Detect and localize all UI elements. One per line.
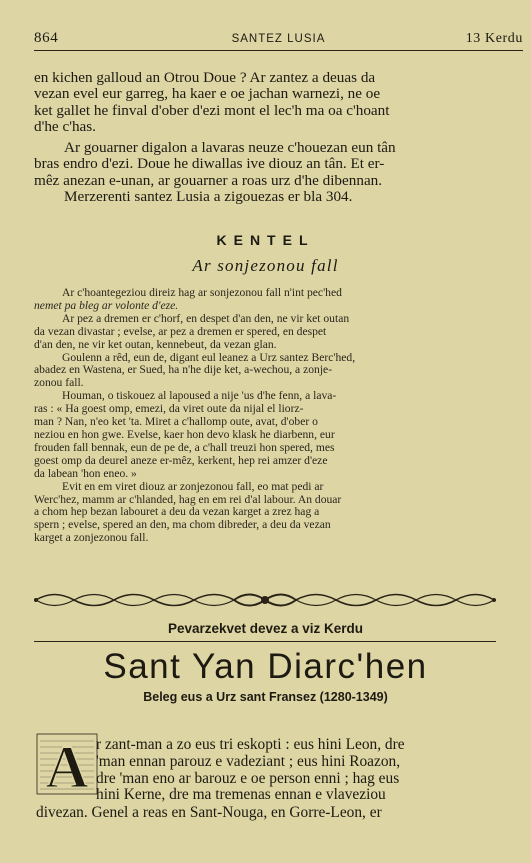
text-line: r zant-man a zo eus tri eskopti : eus hini Leon, dre xyxy=(96,737,405,753)
text-line: zonou fall. xyxy=(34,377,84,390)
text-line: Merzerenti santez Lusia a zigouezas er bla 304. xyxy=(64,189,353,206)
text-line: man ? Nan, n'eo ket 'ta. Miret a c'hallomp oute, avat, d'ober o xyxy=(34,416,318,429)
text-line: 'man ennan parouz e vadeziant ; eus hini Roazon, xyxy=(96,753,401,770)
text-line: abadez en Wastena, er Sued, ha n'he dije ket, a-wechou, a zonje- xyxy=(34,364,333,377)
text-line: karget a zonjezonou fall. xyxy=(34,532,149,545)
kentel-heading: KENTEL xyxy=(216,232,315,248)
kentel-body xyxy=(34,287,496,545)
text-line: divezan. Genel a reas en Sant-Nouga, en Gorre-Leon, er xyxy=(36,805,382,821)
saint-title: Sant Yan Diarc'hen xyxy=(103,647,428,686)
text-line: Evit en em viret diouz ar zonjezonou fall, eo mat pedi ar xyxy=(62,480,324,493)
kentel-paragraph-5 xyxy=(34,481,496,546)
text-line: ras : « Ha goest omp, emezi, da viret oute da nijal el liorz- xyxy=(34,403,304,416)
page-number: 864 xyxy=(34,30,59,46)
ornamental-divider xyxy=(34,587,496,613)
saint-body-indented xyxy=(96,737,496,804)
text-line: bras endro d'ezi. Doue he diwallas ive diouz an tân. Et er- xyxy=(34,156,385,173)
dropcap-glyph: A xyxy=(45,734,89,795)
kentel-subtitle: Ar sonjezonou fall xyxy=(192,256,339,275)
kentel-paragraph-2 xyxy=(34,313,496,352)
text-line: dre 'man eno ar barouz e oe person enni ; hag eus xyxy=(96,770,400,787)
text-line: hini Kerne, dre ma tremenas ennan e vlaveziou xyxy=(96,787,386,804)
text-line: Werc'hez, mamm ar c'hlanded, hag en em rei d'al labour. An douar xyxy=(34,493,342,506)
header-date: 13 Kerdu xyxy=(465,31,523,46)
text-line: da labean 'hon eneo. » xyxy=(34,467,137,480)
text-line: Ar gouarner digalon a lavaras neuze c'houezan eun tân xyxy=(64,140,396,156)
saint-subtitle: Beleg eus a Urz sant Fransez (1280-1349) xyxy=(143,690,388,704)
kentel-paragraph-4 xyxy=(34,390,496,480)
kentel-paragraph-3 xyxy=(34,352,496,391)
text-line: ket gallet he finval d'ober d'ezi mont el lec'h ma oa c'hoant xyxy=(34,102,390,119)
saint-body-full xyxy=(36,805,496,822)
section-label: Pevarzekvet devez a viz Kerdu xyxy=(167,621,364,636)
text-line: nemet pa bleg ar volonte d'eze. xyxy=(34,299,179,312)
text-line: frouden fall bennak, eun de pe de, a c'hall treuzi hon spered, mes xyxy=(34,441,335,454)
intro-paragraph-1 xyxy=(34,70,496,136)
text-line: en kichen galloud an Otrou Doue ? Ar zantez a deuas da xyxy=(34,70,376,86)
text-line: mêz anezan e-unan, ar gouarner a roas urz d'he dibennan. xyxy=(34,172,383,189)
text-line: d'he c'has. xyxy=(34,119,96,136)
text-line: vezan evel eur garreg, ha kaer e oe jachan warnezi, ne oe xyxy=(34,86,381,103)
text-line: Ar pez a dremen er c'horf, en despet d'an den, ne vir ket outan xyxy=(62,312,350,325)
intro-paragraph-2 xyxy=(34,140,496,206)
text-line: da vezan divastar ; evelse, ar pez a dremen er spered, en despet xyxy=(34,325,327,338)
text-line: a chom hep bezan labouret a deu da vezan karget a zrez hag a xyxy=(34,506,320,519)
running-header xyxy=(34,30,523,51)
text-line: Houman, o tiskouez al lapoused a nije 'us d'he fenn, a lava- xyxy=(62,390,337,403)
text-line: Goulenn a rêd, eun de, digant eul leanez a Urz santez Berc'hed, xyxy=(62,351,356,364)
text-line: d'an den, ne vir ket outan, kennebeut, da vezan glan. xyxy=(34,338,277,351)
text-line: Ar c'hoantegeziou direiz hag ar sonjezonou fall n'int pec'hed xyxy=(62,287,342,299)
section-rule xyxy=(34,641,496,642)
text-line: neziou en hon gwe. Evelse, kaer hon devo klask he diarbenn, eur xyxy=(34,428,335,441)
running-title: SANTEZ LUSIA xyxy=(231,33,326,45)
kentel-paragraph-1 xyxy=(34,287,496,313)
text-line: goest omp da deurel aneze er-mêz, kerkent, hep rei amzer d'eze xyxy=(34,454,328,467)
dropcap-letter xyxy=(36,733,98,795)
text-line: spern ; evelse, spered an den, ma chom dibreder, a deu da vezan xyxy=(34,519,331,532)
